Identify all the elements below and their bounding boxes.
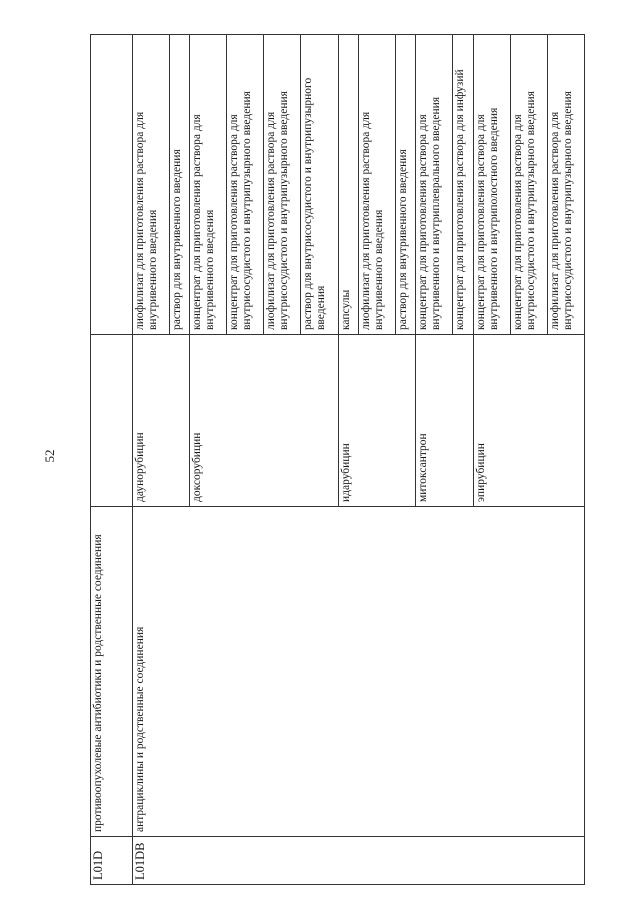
atc-code-cell: L01D [91,837,133,885]
dosage-form-cell: концентрат для приготовления раствора для внутрисосудистого и внутрипузырного введения [227,35,264,335]
drug-name-cell: митоксантрон [416,335,473,507]
rotated-table-container [90,35,585,885]
dosage-form-cell: раствор для внутривенного введения [395,35,415,335]
page-number: 52 [42,449,57,463]
drug-name-cell: эпирубицин [473,335,584,507]
dosage-form-cell: капсулы [338,35,358,335]
drug-table [90,34,585,885]
group-name-cell: противоопухолевые антибиотики и родственные соединения [91,507,133,837]
dosage-form-cell [91,35,133,335]
dosage-form-cell: раствор для внутрисосудистого и внутрипузырного введения [301,35,338,335]
dosage-form-cell: концентрат для приготовления раствора для внутривенного и внутриплеврального введения [416,35,453,335]
drug-table-body [91,35,585,885]
dosage-form-cell: лиофилизат для приготовления раствора для внутривенного введения [358,35,395,335]
group-name-cell: антрациклины и родственные соединения [133,507,585,837]
dosage-form-cell: лиофилизат для приготовления раствора для внутривенного введения [133,35,170,335]
dosage-form-cell: лиофилизат для приготовления раствора для внутрисосудистого и внутрипузырного введения [264,35,301,335]
drug-name-cell [91,335,133,507]
dosage-form-cell: раствор для внутривенного введения [170,35,190,335]
dosage-form-cell: лиофилизат для приготовления раствора для внутрисосудистого и внутрипузырного введения [547,35,584,335]
atc-code-cell: L01DB [133,837,585,885]
dosage-form-cell: концентрат для приготовления раствора для внутривенного введения [190,35,227,335]
table-row [91,35,133,885]
dosage-form-cell: концентрат для приготовления раствора для внутривенного и внутриполостного введения [473,35,510,335]
drug-name-cell: доксорубицин [190,335,338,507]
table-row [133,35,170,885]
drug-name-cell: даунорубицин [133,335,190,507]
drug-name-cell: идарубицин [338,335,416,507]
dosage-form-cell: концентрат для приготовления раствора для внутрисосудистого и внутрипузырного введения [510,35,547,335]
dosage-form-cell: концентрат для приготовления раствора для инфузий [453,35,473,335]
